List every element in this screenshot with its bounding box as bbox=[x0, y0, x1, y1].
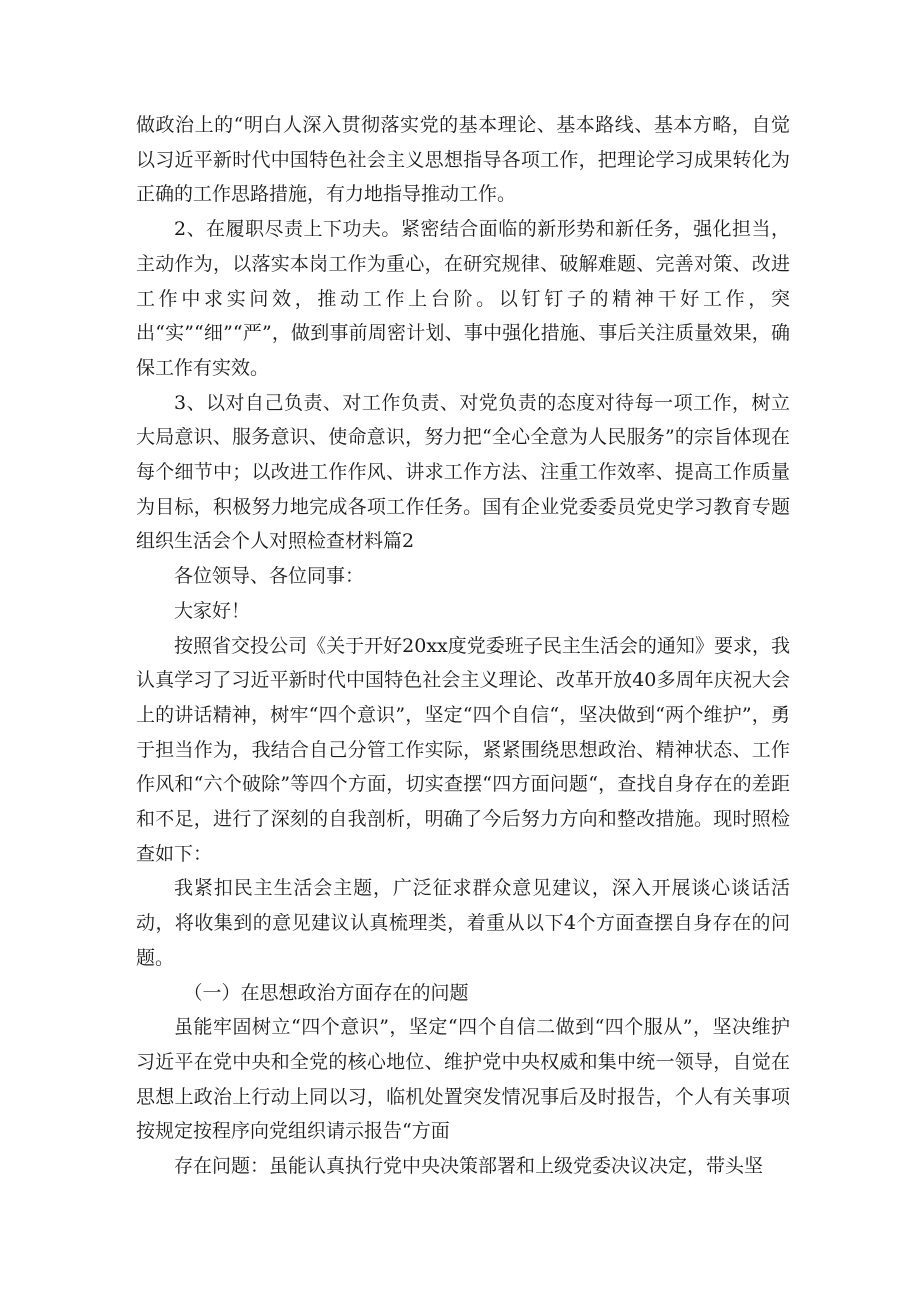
greeting-hello: 大家好！ bbox=[174, 599, 251, 622]
section-heading: （一）在思想政治方面存在的问题 bbox=[183, 981, 469, 1004]
paragraph-2: 2、在履职尽责上下功夫。紧密结合面临的新形势和新任务，强化担当，主动作为，以落实本岗工作为重心，在研究规律、破解难题、完善对策、改进工作中求实问效，推动工作上台阶。以钉钉子的精神干好工作，突出“实”“细”“严”，做到事前周密计划、事中强化措施、事后关注质量效果，确保工作有实效。 bbox=[136, 218, 790, 379]
paragraph-7: 存在问题：虽能认真执行党中央决策部署和上级党委决议决定，带头坚 bbox=[174, 1155, 764, 1178]
paragraph-5: 我紧扣民主生活会主题，广泛征求群众意见建议，深入开展谈心谈话活动，将收集到的意见建议认真梳理类，着重从以下4个方面查摆自身存在的问题。 bbox=[136, 877, 790, 969]
paragraph-3: 3、以对自己负责、对工作负责、对党负责的态度对待每一项工作，树立大局意识、服务意识、使命意识，努力把“全心全意为人民服务”的宗旨体现在每个细节中；以改进工作作风、讲求工作方法、注重工作效率、提高工作质量为目标，积极努力地完成各项工作任务。国有企业党委委员党史学习教育专题组织生活会个人对照检查材料篇2 bbox=[136, 391, 790, 553]
paragraph-6: 虽能牢固树立“四个意识”，坚定“四个自信二做到“四个服从”，坚决维护习近平在党中央和全党的核心地位、维护党中央权威和集中统一领导，自觉在思想上政治上行动上同以习，临机处置突发情况事后及时报告，个人有关事项按规定按程序向党组织请示报告“方面 bbox=[136, 1016, 790, 1143]
paragraph-1: 做政治上的“明白人深入贯彻落实党的基本理论、基本路线、基本方略，自觉以习近平新时代中国特色社会主义思想指导各项工作，把理论学习成果转化为正确的工作思路措施，有力地指导推动工作。 bbox=[136, 114, 790, 206]
document-body bbox=[136, 108, 790, 1184]
paragraph-4: 按照省交投公司《关于开好20xx度党委班子民主生活会的通知》要求，我认真学习了习近平新时代中国特色社会主义理论、改革开放40多周年庆祝大会上的讲话精神，树牢“四个意识”，坚定“四个自信“，坚决做到“两个维护”，勇于担当作为，我结合自己分管工作实际，紧紧围绕思想政治、精神状态、工作作风和“六个破除”等四个方面，切实查摆“四方面问题“，查找自身存在的差距和不足，进行了深刻的自我剖析，明确了今后努力方向和整改措施。现时照检查如下： bbox=[136, 634, 790, 865]
greeting-salutation: 各位领导、各位同事： bbox=[174, 565, 365, 588]
